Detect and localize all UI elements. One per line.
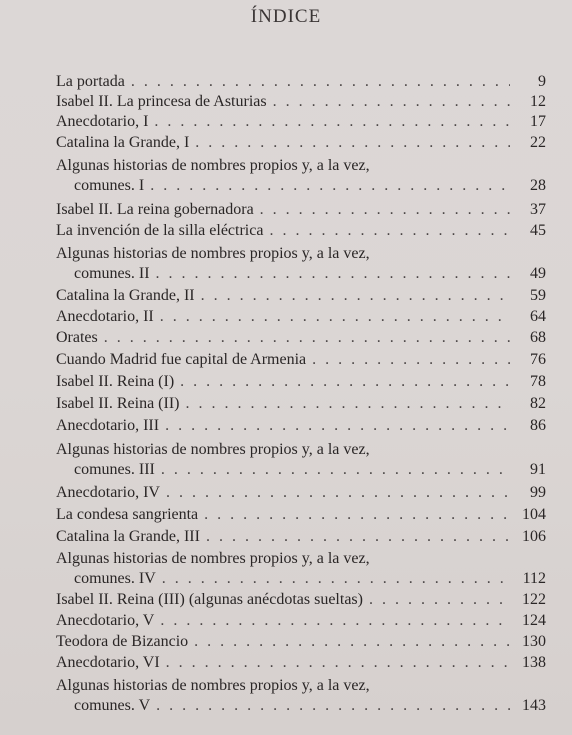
leader-dots	[154, 112, 510, 132]
entry-page: 9	[538, 73, 546, 90]
toc-entry	[56, 307, 546, 327]
entry-title: Isabel II. Reina (II)	[56, 395, 180, 412]
leader-dots	[204, 505, 510, 525]
toc-entry	[56, 244, 546, 284]
entry-title: Algunas historias de nombres propios y, a la vez,	[56, 677, 370, 694]
entry-page: 68	[530, 329, 546, 346]
entry-title-continuation: comunes. V	[74, 697, 151, 714]
entry-title-continuation: comunes. IV	[74, 570, 156, 587]
entry-page: 22	[530, 134, 546, 151]
toc-entry	[56, 549, 546, 589]
leader-dots	[273, 92, 510, 112]
entry-title-continuation: comunes. III	[74, 461, 155, 478]
toc-entry	[56, 350, 546, 370]
toc-entry	[56, 221, 546, 241]
toc-entry	[56, 611, 546, 631]
entry-title: Algunas historias de nombres propios y, a la vez,	[56, 245, 370, 262]
entry-page: 124	[522, 612, 546, 629]
toc-entry	[56, 416, 546, 436]
leader-dots	[131, 72, 510, 92]
entry-page: 17	[530, 113, 546, 130]
leader-dots	[165, 416, 510, 436]
entry-page: 76	[530, 351, 546, 368]
entry-page: 82	[530, 395, 546, 412]
entry-page: 122	[522, 591, 546, 608]
entry-page: 106	[522, 528, 546, 545]
entry-page: 59	[530, 287, 546, 304]
leader-dots	[180, 372, 510, 392]
leader-dots	[194, 632, 510, 652]
toc-entry	[56, 527, 546, 547]
entry-page: 78	[530, 373, 546, 390]
toc-entry	[56, 200, 546, 220]
leader-dots	[150, 176, 510, 196]
entry-title: Anecdotario, II	[56, 308, 154, 325]
leader-dots	[369, 590, 510, 610]
entry-title: Catalina la Grande, III	[56, 528, 200, 545]
entry-page: 12	[530, 93, 546, 110]
toc-entry	[56, 328, 546, 348]
entry-page: 143	[522, 697, 546, 714]
leader-dots	[160, 307, 510, 327]
entry-title: Anecdotario, V	[56, 612, 155, 629]
entry-page: 45	[530, 222, 546, 239]
toc-entry	[56, 286, 546, 306]
entry-page: 49	[530, 265, 546, 282]
entry-title: Catalina la Grande, II	[56, 287, 195, 304]
entry-title: Isabel II. Reina (I)	[56, 373, 175, 390]
entry-title: Algunas historias de nombres propios y, a la vez,	[56, 441, 370, 458]
leader-dots	[260, 200, 510, 220]
toc-entry	[56, 156, 546, 196]
entry-page: 99	[530, 484, 546, 501]
entry-page: 28	[530, 177, 546, 194]
leader-dots	[201, 286, 510, 306]
entry-title: Isabel II. Reina (III) (algunas anécdotas sueltas)	[56, 591, 363, 608]
entry-title: Algunas historias de nombres propios y, a la vez,	[56, 157, 370, 174]
toc-entry	[56, 394, 546, 414]
entry-title: Anecdotario, VI	[56, 654, 160, 671]
toc-entry	[56, 112, 546, 132]
entry-title: Catalina la Grande, I	[56, 134, 190, 151]
toc-entry	[56, 483, 546, 503]
entry-title: Algunas historias de nombres propios y, a la vez,	[56, 550, 370, 567]
toc-entry	[56, 133, 546, 153]
entry-title: Anecdotario, IV	[56, 484, 160, 501]
entry-title: Teodora de Bizancio	[56, 633, 189, 650]
leader-dots	[160, 611, 510, 631]
leader-dots	[166, 653, 510, 673]
entry-title: Isabel II. La reina gobernadora	[56, 201, 254, 218]
entry-title-continuation: comunes. I	[74, 177, 145, 194]
page-title: ÍNDICE	[250, 6, 322, 27]
entry-title: Anecdotario, III	[56, 417, 160, 434]
leader-dots	[186, 394, 511, 414]
leader-dots	[269, 221, 510, 241]
entry-page: 104	[522, 506, 546, 523]
leader-dots	[104, 328, 510, 348]
entry-page: 91	[530, 461, 546, 478]
entry-title: La condesa sangrienta	[56, 506, 199, 523]
leader-dots	[162, 569, 510, 589]
entry-title: La portada	[56, 73, 125, 90]
toc-entry	[56, 653, 546, 673]
entry-title-continuation: comunes. II	[74, 265, 150, 282]
toc-entry	[56, 632, 546, 652]
toc-entry	[56, 440, 546, 480]
entry-page: 64	[530, 308, 546, 325]
entry-title: Orates	[56, 329, 98, 346]
leader-dots	[166, 483, 510, 503]
leader-dots	[206, 527, 510, 547]
entry-title: Anecdotario, I	[56, 113, 149, 130]
leader-dots	[195, 133, 510, 153]
entry-title: Isabel II. La princesa de Asturias	[56, 93, 267, 110]
toc-entry	[56, 92, 546, 112]
leader-dots	[156, 264, 510, 284]
toc-entry	[56, 72, 546, 92]
leader-dots	[161, 460, 510, 480]
entry-title: La invención de la silla eléctrica	[56, 222, 264, 239]
toc-entry	[56, 505, 546, 525]
entry-title: Cuando Madrid fue capital de Armenia	[56, 351, 307, 368]
entry-page: 138	[522, 654, 546, 671]
toc-entry	[56, 676, 546, 716]
entry-page: 130	[522, 633, 546, 650]
entry-page: 37	[530, 201, 546, 218]
leader-dots	[312, 350, 510, 370]
entry-page: 86	[530, 417, 546, 434]
entry-page: 112	[522, 570, 546, 587]
leader-dots	[156, 696, 510, 716]
toc-entry	[56, 372, 546, 392]
toc-entry	[56, 590, 546, 610]
